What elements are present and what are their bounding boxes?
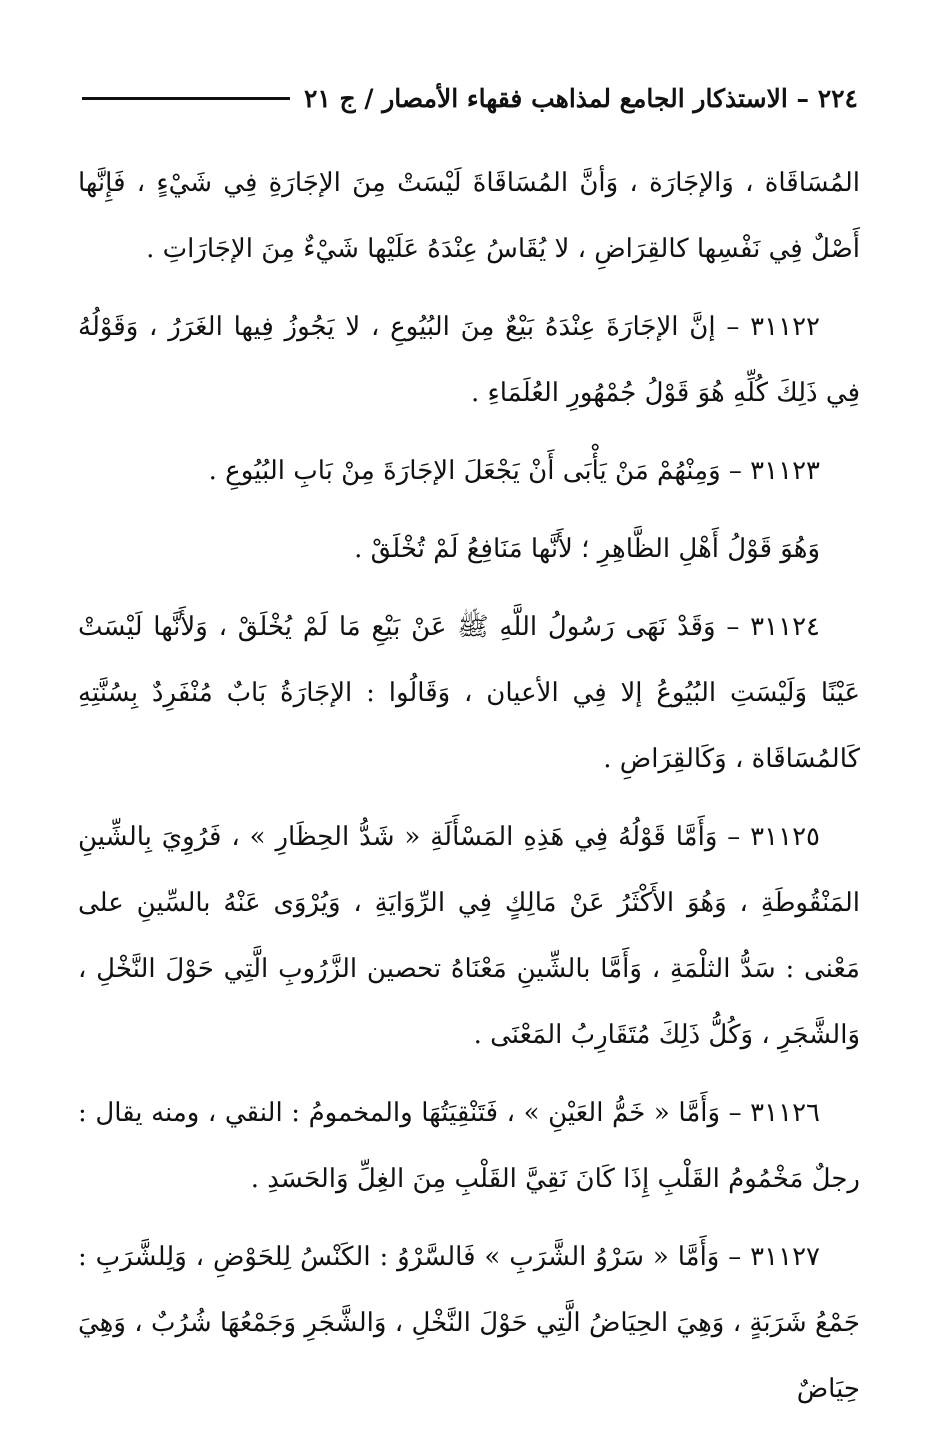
page-header <box>82 78 858 118</box>
paragraph-zahiri-opinion: وَهُوَ قَوْلُ أَهْلِ الظَّاهِرِ ؛ لأَنَّها مَنَافِعُ لَمْ تُخْلَقْ . <box>354 534 820 564</box>
header-rule <box>82 97 290 100</box>
paragraph-31122: ٣١١٢٢ – إنَّ الإجَارَةَ عِنْدَهُ بَيْعٌ مِنَ البُيُوعِ ، لا يَجُوزُ فِيها الغَرَرُ ، وَقَوْلُهُ فِي ذَلِكَ كُلِّهِ هُوَ قَوْلُ جُمْهُورِ العُلَمَاءِ . <box>78 312 860 408</box>
paragraph-continuation: المُسَاقَاة ، وَالإجَارَة ، وَأنَّ المُسَاقَاةَ لَيْسَتْ مِنَ الإجَارَةِ فِي شَيْءٍ ، فَإِنَّها أَصْلٌ فِي نَفْسِها كالقِرَاضِ ، لا يُقَاسُ عِنْدَهُ عَلَيْها شَيْءٌ مِنَ الإجَارَاتِ . <box>78 168 860 264</box>
paragraph-31126: ٣١١٢٦ – وَأَمَّا « خَمُّ العَيْنِ » ، فَتَنْقِيَتُهَا والمخمومُ : النقي ، ومنه يقال : رجلٌ مَخْمُومُ القَلْبِ إِذَا كَانَ نَقِيَّ القَلْبِ مِنَ الغِلِّ وَالحَسَدِ . <box>78 1098 860 1194</box>
text-body <box>78 150 860 1434</box>
paragraph-31127: ٣١١٢٧ – وَأَمَّا « سَرْوُ الشَّرَبِ » فَالسَّرْوُ : الكَنْسُ لِلحَوْضِ ، وَلِلشَّرَبِ : جَمْعُ شَرَبَةٍ ، وَهِيَ الحِيَاضُ الَّتِي حَوْلَ النَّخْلِ ، وَالشَّجَرِ وَجَمْعُهَا شُرُبٌ ، وَهِيَ حِيَاضٌ <box>78 1242 860 1404</box>
paragraph-31124: ٣١١٢٤ – وَقَدْ نَهَى رَسُولُ اللَّهِ ﷺ عَنْ بَيْعِ مَا لَمْ يُخْلَقْ ، وَلأَنَّها لَيْسَتْ عَيْنًا وَلَيْسَتِ البُيُوعُ إلا فِي الأعيان ، وَقَالُوا : الإجَارَةُ بَابٌ مُنْفَرِدٌ بِسُنَّتِهِ كَالمُسَاقَاة ، وَكَالقِرَاضِ . <box>78 612 860 774</box>
header-title: ٢٢٤ – الاستذكار الجامع لمذاهب فقهاء الأمصار / ج ٢١ <box>303 83 858 113</box>
paragraph-31123: ٣١١٢٣ – وَمِنْهُمْ مَنْ يَأْبَى أَنْ يَجْعَلَ الإجَارَةَ مِنْ بَابِ البُيُوعِ . <box>208 456 820 486</box>
paragraph-31125: ٣١١٢٥ – وَأَمَّا قَوْلُهُ فِي هَذِهِ المَسْأَلَةِ « شَدُّ الحِظَارِ » ، فَرُوِيَ بِالشِّينِ المَنْقُوطَةِ ، وَهُوَ الأَكْثَرُ عَنْ مَالِكٍ فِي الرِّوَايَةِ ، وَيُرْوَى عَنْهُ بالسِّينِ على مَعْنى : سَدُّ الثلْمَةِ ، وَأَمَّا بالشِّينِ مَعْنَاهُ تحصين الزَّرُوبِ الَّتِي حَوْلَ النَّخْلِ ، وَالشَّجَرِ ، وَكُلُّ ذَلِكَ مُتَقَارِبُ المَعْنَى . <box>78 822 860 1050</box>
